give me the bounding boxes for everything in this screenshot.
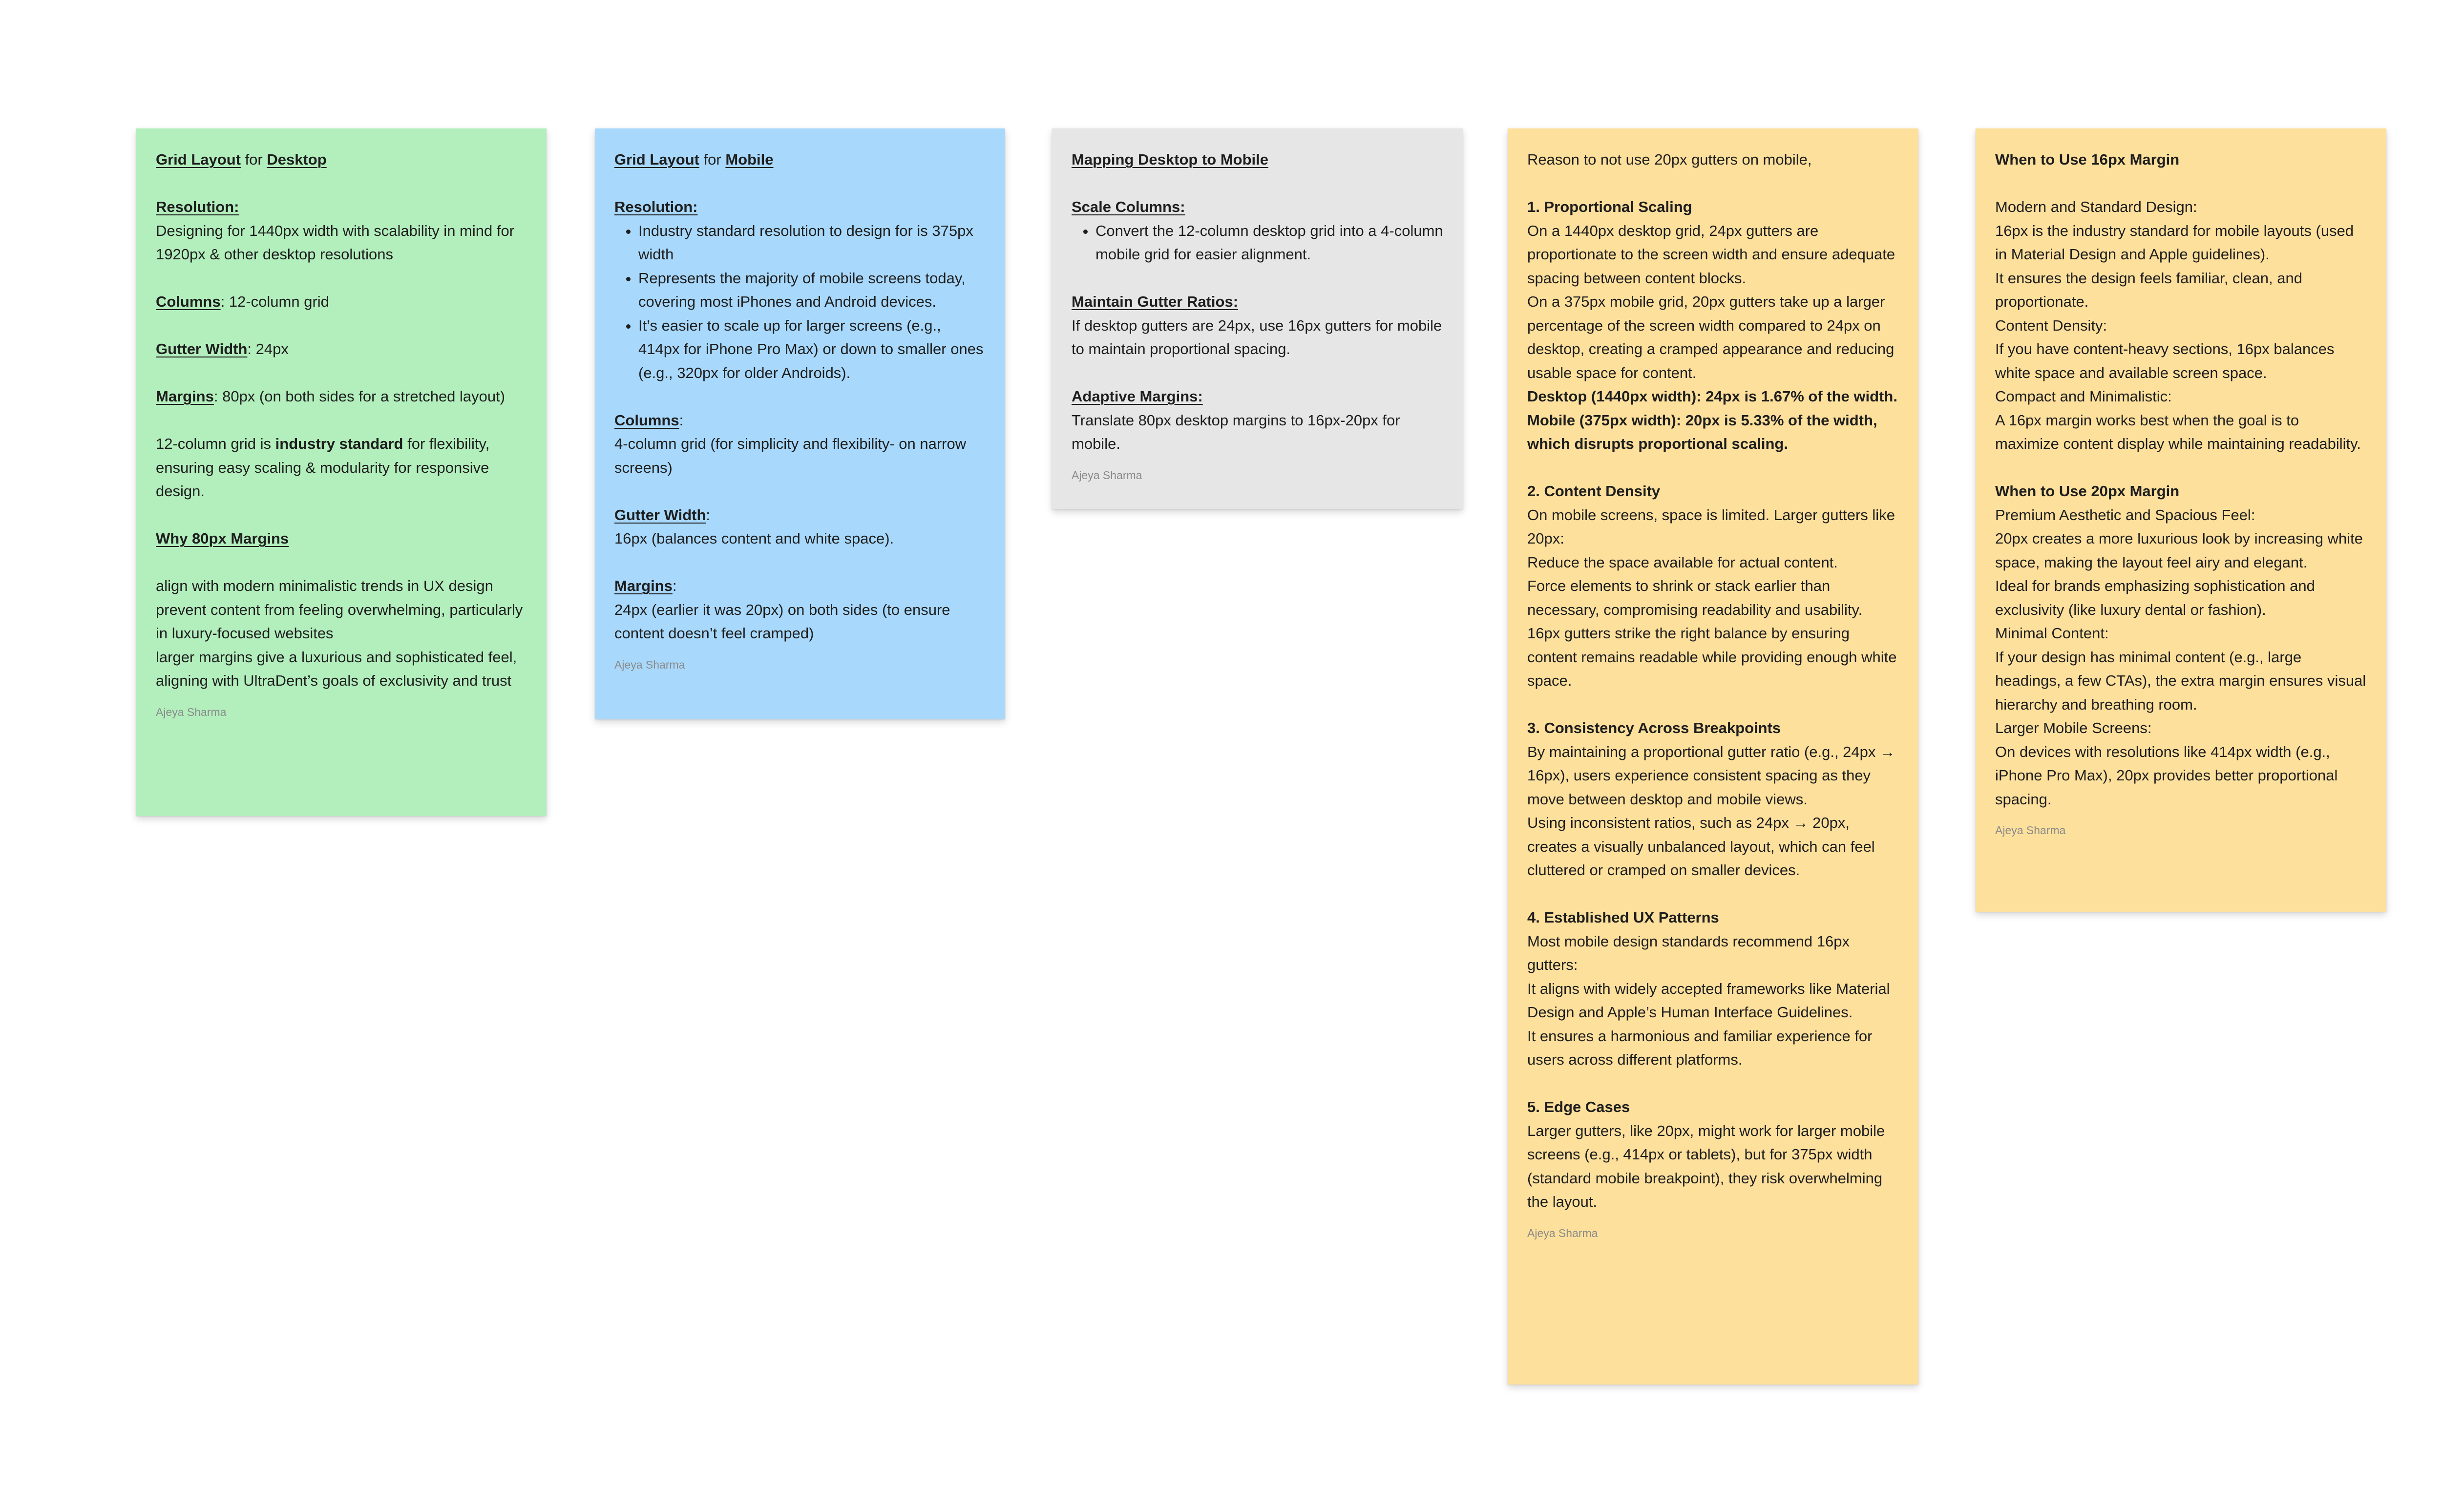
section-line: It ensures a harmonious and familiar experience for users across different platforms.: [1527, 1027, 1873, 1068]
sticky-note-desktop-grid[interactable]: [136, 128, 547, 816]
sticky-note-gutter-reasons[interactable]: [1508, 128, 1918, 1385]
note-author: Ajeya Sharma: [1072, 468, 1142, 482]
section-heading: When to Use 20px Margin: [1995, 483, 2180, 500]
note-author: Ajeya Sharma: [156, 705, 227, 718]
note-author: Ajeya Sharma: [1995, 824, 2066, 837]
section-line: A 16px margin works best when the goal is to maximize content display while maintaining readability.: [1995, 411, 2361, 452]
scale-list: [1072, 219, 1443, 267]
section-heading: 2. Content Density: [1527, 483, 1661, 500]
scale-columns-label: Scale Columns:: [1072, 198, 1185, 215]
section-line: Reduce the space available for actual content.: [1527, 553, 1838, 571]
section-line: Compact and Minimalistic:: [1995, 388, 2172, 405]
margins-text: 24px (earlier it was 20px) on both sides (to ensure content doesn’t feel cramped): [614, 601, 950, 642]
columns-label: Columns: [156, 293, 221, 310]
reason-item: prevent content from feeling overwhelming, particularly in luxury-focused websites: [156, 601, 523, 642]
section-line: Larger Mobile Screens:: [1995, 719, 2152, 736]
section-line: Mobile (375px width): 20px is 5.33% of the width, which disrupts proportional scaling.: [1527, 411, 1877, 452]
adaptive-margins-text: Translate 80px desktop margins to 16px-20px for mobile.: [1072, 411, 1400, 452]
section-line: 16px is the industry standard for mobile layouts (used in Material Design and Apple guidelines).: [1995, 222, 2354, 263]
note-author: Ajeya Sharma: [614, 658, 685, 671]
section-line: By maintaining a proportional gutter ratio (e.g., 24px → 16px), users experience consistent spacing as they move between desktop and mobile views.: [1527, 743, 1895, 808]
list-item: • Convert the 12-column desktop grid into a 4-column mobile grid for easier alignment.: [1095, 219, 1443, 267]
section-line: 20px creates a more luxurious look by increasing white space, making the layout feel airy and elegant.: [1995, 530, 2363, 571]
gutter-text: : 24px: [247, 340, 289, 357]
section-line: Content Density:: [1995, 316, 2107, 334]
resolution-label: Resolution:: [156, 198, 239, 215]
section-line: On mobile screens, space is limited. Larger gutters like 20px:: [1527, 506, 1895, 547]
section-line: Premium Aesthetic and Spacious Feel:: [1995, 506, 2255, 524]
section-line: Most mobile design standards recommend 16px gutters:: [1527, 932, 1850, 973]
section-line: Force elements to shrink or stack earlier than necessary, compromising readability and usability.: [1527, 577, 1863, 618]
section-line: 16px gutters strike the right balance by ensuring content remains readable while providing enough white space.: [1527, 625, 1897, 689]
standard-text: 12-column grid is industry standard for flexibility, ensuring easy scaling & modularity for responsive design.: [156, 435, 490, 500]
note-author: Ajeya Sharma: [1527, 1226, 1598, 1239]
gutter-label: Gutter Width: [156, 340, 248, 357]
note-title: Mapping Desktop to Mobile: [1072, 151, 1268, 168]
section-heading: When to Use 16px Margin: [1995, 151, 2180, 168]
resolution-list: [614, 219, 986, 385]
columns-label: Columns: [614, 411, 679, 429]
sticky-note-mapping[interactable]: [1052, 128, 1463, 509]
section-line: On a 1440px desktop grid, 24px gutters are proportionate to the screen width and ensure adequate spacing between content blocks.: [1527, 222, 1895, 287]
margins-label: Margins: [156, 388, 214, 405]
section-heading: 4. Established UX Patterns: [1527, 909, 1719, 926]
list-item: • Industry standard resolution to design for is 375px width: [638, 219, 986, 267]
sticky-note-margin-guidance[interactable]: [1976, 128, 2386, 912]
gutter-ratios-text: If desktop gutters are 24px, use 16px gutters for mobile to maintain proportional spacing.: [1072, 316, 1442, 357]
reason-item: align with modern minimalistic trends in UX design: [156, 577, 493, 594]
section-line: Ideal for brands emphasizing sophistication and exclusivity (like luxury dental or fashion).: [1995, 577, 2315, 618]
list-item: • It’s easier to scale up for larger screens (e.g., 414px for iPhone Pro Max) or down to smaller ones (e.g., 320px for older Androids).: [638, 314, 986, 385]
section-heading: 5. Edge Cases: [1527, 1098, 1630, 1115]
sticky-note-mobile-grid[interactable]: Grid Layout for Mobile Resolution: • Industry standard resolution to design for is 375px width • Represents the majority of mobile screens today, covering most iPhones and Android devices. • It’s easier to scale up for larger screens (e.g., 414px for iPhone Pro Max) or down to smaller ones (e.g., 320px for older Androids). Columns: 4-column grid (for simplicity and flexibility- on narrow screens) Gutter Width: 16px (balances content and white space). Margins: 24px (earlier it was 20px) on both sides (to ensure content doesn’t feel cramped) Ajeya Sharma: [595, 128, 1005, 719]
note-title: Grid Layout for Mobile: [614, 151, 774, 168]
list-item: • Represents the majority of mobile screens today, covering most iPhones and Android devices.: [638, 267, 986, 314]
section-heading: 3. Consistency Across Breakpoints: [1527, 719, 1781, 736]
why-margins-label: Why 80px Margins: [156, 530, 289, 547]
columns-text: 4-column grid (for simplicity and flexibility- on narrow screens): [614, 435, 967, 476]
section-line: On a 375px mobile grid, 20px gutters take up a larger percentage of the screen width compared to 24px on desktop, creating a cramped appearance and reducing usable space for content.: [1527, 293, 1895, 381]
section-line: On devices with resolutions like 414px width (e.g., iPhone Pro Max), 20px provides better proportional spacing.: [1995, 743, 2338, 808]
adaptive-margins-label: Adaptive Margins:: [1072, 388, 1203, 405]
section-line: It aligns with widely accepted frameworks like Material Design and Apple’s Human Interface Guidelines.: [1527, 980, 1890, 1021]
resolution-label: Resolution:: [614, 198, 698, 215]
margins-label: Margins: [614, 577, 673, 594]
resolution-text: Designing for 1440px width with scalability in mind for 1920px & other desktop resolutions: [156, 222, 515, 263]
note-title: Grid Layout for Desktop: [156, 151, 327, 168]
section-line: Minimal Content:: [1995, 625, 2109, 642]
section-line: If your design has minimal content (e.g., large headings, a few CTAs), the extra margin ensures visual hierarchy and breathing room.: [1995, 648, 2366, 713]
gutter-text: 16px (balances content and white space).: [614, 530, 894, 547]
section-heading: 1. Proportional Scaling: [1527, 198, 1692, 215]
section-line: Larger gutters, like 20px, might work for larger mobile screens (e.g., 414px or tablets), but for 375px width (standard mobile breakpoint), they risk overwhelming the layout.: [1527, 1122, 1885, 1210]
section-line: Desktop (1440px width): 24px is 1.67% of the width.: [1527, 388, 1897, 405]
section-line: It ensures the design feels familiar, clean, and proportionate.: [1995, 269, 2302, 310]
gutter-label: Gutter Width: [614, 506, 706, 524]
section-line: If you have content-heavy sections, 16px balances white space and available screen space.: [1995, 340, 2335, 381]
note-intro: Reason to not use 20px gutters on mobile,: [1527, 151, 1812, 168]
columns-text: : 12-column grid: [220, 293, 329, 310]
section-line: Modern and Standard Design:: [1995, 198, 2197, 215]
margins-text: : 80px (on both sides for a stretched layout): [213, 388, 505, 405]
section-line: Using inconsistent ratios, such as 24px → 20px, creates a visually unbalanced layout, which can feel cluttered or cramped on smaller devices.: [1527, 814, 1875, 879]
gutter-ratios-label: Maintain Gutter Ratios:: [1072, 293, 1239, 310]
reason-item: larger margins give a luxurious and sophisticated feel, aligning with UltraDent’s goals of exclusivity and trust: [156, 648, 517, 689]
